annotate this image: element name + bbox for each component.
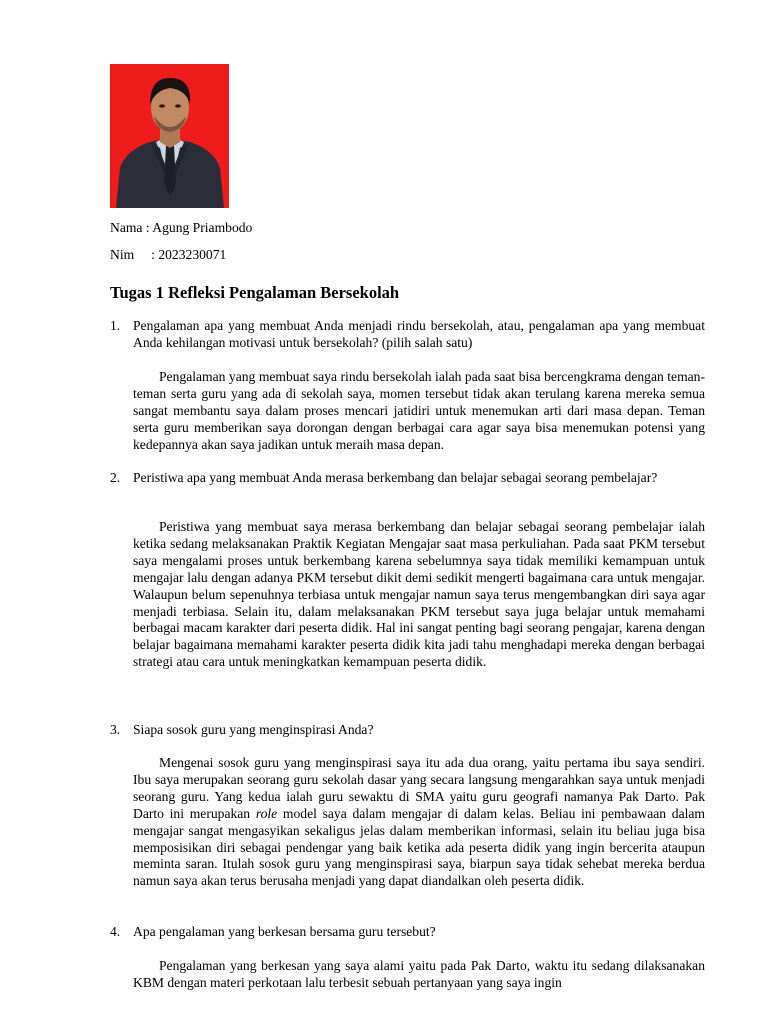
answer-paragraph [133, 755, 705, 890]
question-text: Apa pengalaman yang berkesan bersama guru tersebut? [133, 924, 436, 939]
question-text: Pengalaman apa yang membuat Anda menjadi rindu bersekolah, atau, pengalaman apa yang membuat Anda kehilangan motivasi untuk bersekolah? (pilih salah satu) [133, 318, 705, 350]
question-item [110, 722, 705, 739]
answer-text: Mengenai sosok guru yang menginspirasi saya itu ada dua orang, yaitu pertama ibu saya sendiri. Ibu saya merupakan seorang guru sekolah dasar yang secara langsung mengarahkan saya untuk menjadi seorang guru. Yang kedua ialah guru sewaktu di SMA yaitu guru geografi namanya Pak Darto. Pak Darto ini merupakan [133, 755, 705, 821]
answer-paragraph: Pengalaman yang membuat saya rindu bersekolah ialah pada saat bisa bercengkrama dengan teman-teman serta guru yang ada di sekolah saya, momen tersebut tidak akan terulang karena mereka semua sangat membantu saya dalam proses mencari jatidiri untuk menemukan arti dari masa depan. Teman serta guru memberikan saya dorongan dengan berbagai cara agar saya bisa menemukan potensi yang kedepannya akan saya jadikan untuk meraih masa depan. [133, 369, 705, 452]
question-text: Siapa sosok guru yang menginspirasi Anda? [133, 722, 374, 737]
question-item [110, 318, 705, 352]
question-text: Peristiwa apa yang membuat Anda merasa berkembang dan belajar sebagai seorang pembelajar? [133, 470, 658, 485]
question-number: 3. [110, 722, 121, 737]
profile-photo [110, 64, 229, 208]
answer-text: model saya dalam mengajar di dalam kelas. Beliau ini pembawaan dalam mengajar sangat mengasyikan sekaligus jelas dalam memberikan informasi, selain itu beliau juga bisa memposisikan diri sebagai pendengar yang baik ketika ada peserta didik yang ingin bercerita ataupun meminta saran. Itulah sosok guru yang menginspirasi saya, biarpun saya tidak sehebat mereka berdua namun saya akan terus berusaha menjadi yang dapat diandalkan oleh peserta didik. [133, 805, 705, 889]
answer-italic-text: role [255, 805, 278, 821]
student-nim: Nim : 2023230071 [110, 247, 227, 262]
question-number: 4. [110, 924, 121, 939]
question-item [110, 470, 705, 487]
question-number: 2. [110, 470, 121, 485]
question-number: 1. [110, 318, 121, 333]
page-title: Tugas 1 Refleksi Pengalaman Bersekolah [110, 283, 400, 302]
answer-paragraph: Pengalaman yang berkesan yang saya alami yaitu pada Pak Darto, waktu itu sedang dilaksanakan KBM dengan materi perkotaan lalu terbesit sebuah pertanyaan yang saya ingin [133, 958, 705, 990]
question-item [110, 924, 705, 941]
student-name: Nama : Agung Priambodo [110, 220, 253, 235]
answer-paragraph: Peristiwa yang membuat saya merasa berkembang dan belajar sebagai seorang pembelajar ialah ketika sedang melaksanakan Praktik Kegiatan Mengajar saat masa perkuliahan. Pada saat PKM tersebut saya mengalami proses untuk berkembang karena sebelumnya saya tidak memiliki kemampuan untuk mengajar lalu dengan adanya PKM tersebut dikit demi sedikit mengerti bagaimana cara untuk mengajar. Walaupun belum sepenuhnya terbiasa untuk mengajar namun saya terus mengembangkan diri saya agar menjadi terbiasa. Selain itu, dalam melaksanakan PKM tersebut saya juga belajar untuk memahami berbagai macam karakter dari peserta didik. Hal ini sangat penting bagi seorang pengajar, karena dengan belajar bagaimana memahami karakter peserta didik kita jadi tahu menghadapi mereka dengan berbagai strategi atau cara untuk meningkatkan kemampuan peserta didik. [133, 519, 705, 670]
person-photo-icon [110, 64, 229, 208]
